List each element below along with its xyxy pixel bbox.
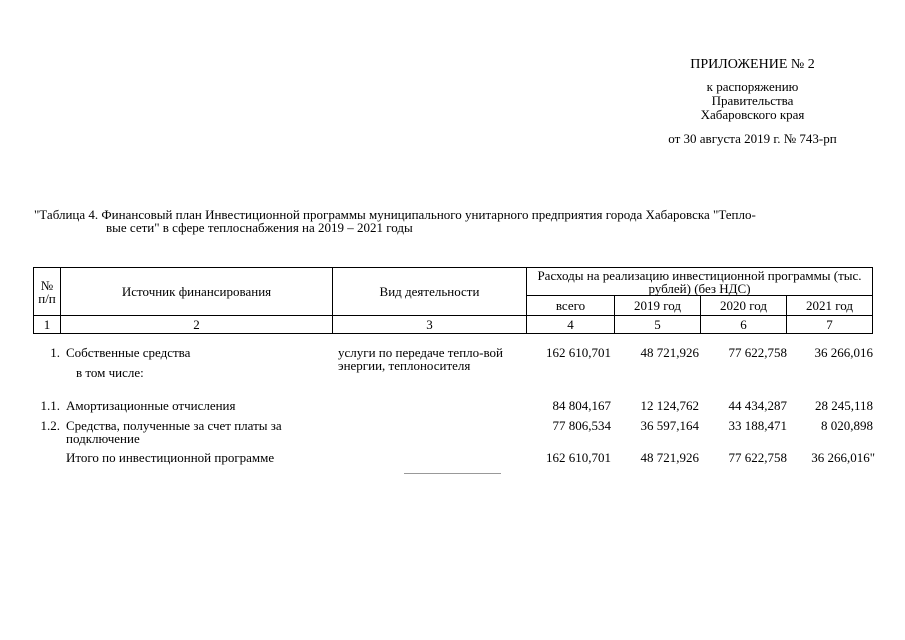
- row-source: Собственные средства: [66, 345, 191, 360]
- row-2021: 36 266,016": [811, 450, 875, 465]
- row-2020: 33 188,471: [728, 418, 787, 433]
- header-source: Источник финансирования: [61, 268, 333, 316]
- appendix-title: ПРИЛОЖЕНИЕ № 2: [690, 57, 815, 72]
- appendix-line: Правительства: [711, 93, 794, 108]
- row-total: 162 610,701: [546, 450, 611, 465]
- column-number: 6: [701, 316, 787, 334]
- row-2020: 77 622,758: [728, 345, 787, 360]
- divider-line: [404, 473, 501, 474]
- header-total: всего: [527, 296, 615, 316]
- row-2020: 44 434,287: [728, 398, 787, 413]
- row-2021: 28 245,118: [814, 398, 873, 413]
- row-source: Итого по инвестиционной программе: [66, 450, 275, 465]
- header-expenses: Расходы на реализацию инвестиционной программы (тыс. рублей) (без НДС): [527, 268, 873, 296]
- appendix-block: [600, 58, 905, 146]
- header-2020: 2020 год: [701, 296, 787, 316]
- caption-line: вые сети" в сфере теплоснабжения на 2019 – 2021 годы: [106, 220, 413, 235]
- row-source: Средства, полученные за счет платы за подключение: [66, 418, 282, 446]
- table-row: [33, 419, 872, 445]
- financial-plan-table: [33, 267, 873, 334]
- row-2021: 8 020,898: [821, 418, 873, 433]
- row-2019: 36 597,164: [640, 418, 699, 433]
- column-number: 2: [61, 316, 333, 334]
- table-body: [33, 345, 875, 465]
- appendix-line: к распоряжению: [706, 79, 799, 94]
- row-total: 84 804,167: [552, 398, 611, 413]
- row-total: 162 610,701: [546, 345, 611, 360]
- row-source: Амортизационные отчисления: [66, 398, 236, 413]
- row-activity: услуги по передаче тепло-вой энергии, теплоносителя: [338, 345, 503, 373]
- row-2019: 48 721,926: [640, 345, 699, 360]
- column-number: 4: [527, 316, 615, 334]
- row-source: в том числе:: [76, 365, 144, 380]
- column-number: 3: [333, 316, 527, 334]
- column-number: 1: [34, 316, 61, 334]
- caption-line: "Таблица 4. Финансовый план Инвестиционной программы муниципального унитарного предприятия города Хабаровска "Тепло-: [34, 207, 756, 222]
- header-2021: 2021 год: [787, 296, 873, 316]
- header-2019: 2019 год: [615, 296, 701, 316]
- header-activity: Вид деятельности: [333, 268, 527, 316]
- row-2019: 12 124,762: [640, 398, 699, 413]
- column-number: 5: [615, 316, 701, 334]
- table-row: [33, 366, 872, 379]
- row-2021: 36 266,016: [814, 345, 873, 360]
- row-2020: 77 622,758: [728, 450, 787, 465]
- row-total: 77 806,534: [552, 418, 611, 433]
- appendix-line: Хабаровского края: [700, 107, 805, 122]
- table-row: [33, 450, 875, 465]
- column-number: 7: [787, 316, 873, 334]
- table-row: [33, 399, 872, 412]
- table-caption: [34, 208, 884, 234]
- row-2019: 48 721,926: [640, 450, 699, 465]
- appendix-date: от 30 августа 2019 г. № 743-рп: [668, 131, 837, 146]
- row-num: 1.2.: [40, 418, 60, 433]
- row-num: 1.1.: [40, 398, 60, 413]
- row-num: 1.: [50, 345, 60, 360]
- header-num: № п/п: [34, 268, 61, 316]
